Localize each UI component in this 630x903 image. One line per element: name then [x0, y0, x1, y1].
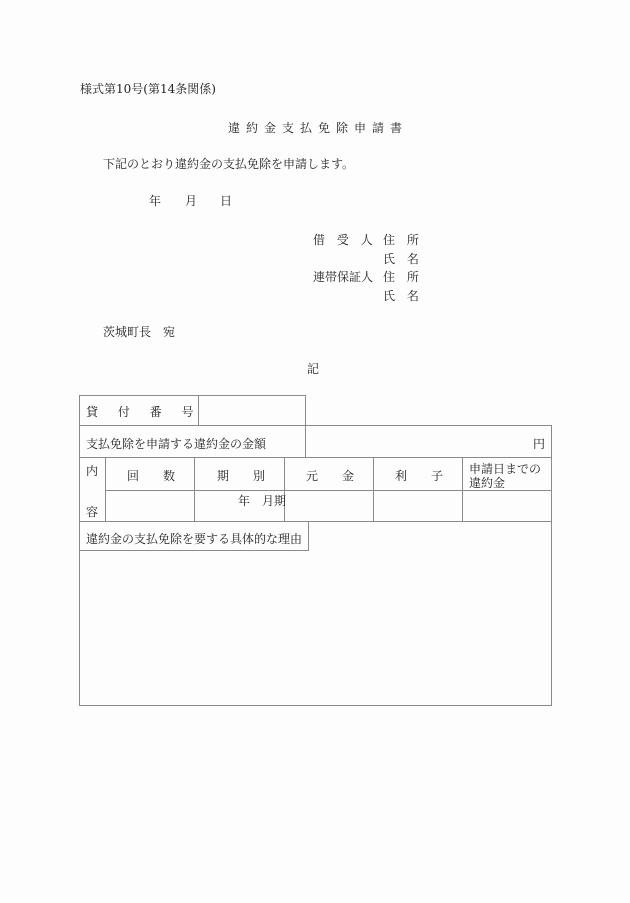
penalty-field[interactable] [465, 493, 549, 519]
amount-field[interactable] [309, 428, 529, 454]
date-day-label: 日 [220, 194, 233, 208]
interest-field[interactable] [376, 493, 460, 519]
table-border [79, 550, 308, 551]
date-year-label: 年 [149, 194, 162, 208]
count-field[interactable] [108, 493, 192, 519]
table-border [284, 457, 285, 521]
table-border [79, 457, 552, 458]
table-border [194, 457, 195, 521]
guarantor-name-label: 氏 名 [383, 289, 423, 303]
table-border [462, 457, 463, 521]
amount-unit: 円 [533, 437, 546, 451]
date-month-label: 月 [185, 194, 198, 208]
principal-field[interactable] [287, 493, 371, 519]
column-header-interest: 利 子 [395, 469, 444, 483]
table-border [551, 425, 552, 706]
table-border [79, 425, 552, 426]
table-border [373, 457, 374, 521]
table-border [79, 521, 552, 522]
table-border [305, 395, 306, 457]
column-header-penalty-line2: 違約金 [469, 476, 506, 490]
borrower-name-label: 氏 名 [383, 252, 423, 266]
ki-marker: 記 [307, 362, 320, 376]
content-label-top: 内 [86, 464, 99, 478]
column-header-principal: 元 金 [306, 469, 355, 483]
column-header-count: 回 数 [127, 469, 176, 483]
content-label-bottom: 容 [86, 505, 99, 519]
reason-field[interactable] [82, 554, 548, 702]
column-header-penalty-line1: 申請日までの [469, 462, 542, 476]
borrower-address-label: 住 所 [383, 233, 423, 247]
intro-text: 下記のとおり違約金の支払免除を申請します。 [103, 157, 355, 171]
column-header-period: 期 別 [217, 469, 266, 483]
reason-label: 違約金の支払免除を要する具体的な理由 [86, 532, 303, 546]
borrower-role: 借 受 人 [313, 233, 377, 247]
amount-label: 支払免除を申請する違約金の金額 [86, 437, 267, 451]
table-border [308, 521, 309, 551]
table-border [79, 395, 306, 396]
guarantor-address-label: 住 所 [383, 270, 423, 284]
table-border [105, 457, 106, 521]
document-title: 違約金支払免除申請書 [228, 121, 409, 135]
guarantor-role: 連帯保証人 [313, 270, 374, 284]
period-field[interactable]: 年 月期 [238, 494, 287, 508]
recipient: 茨城町長 宛 [103, 325, 176, 339]
loan-number-field[interactable] [202, 398, 302, 422]
table-border [79, 705, 552, 706]
loan-number-label: 貸 付 番 号 [86, 405, 202, 419]
form-number: 様式第10号(第14条関係) [80, 82, 216, 96]
